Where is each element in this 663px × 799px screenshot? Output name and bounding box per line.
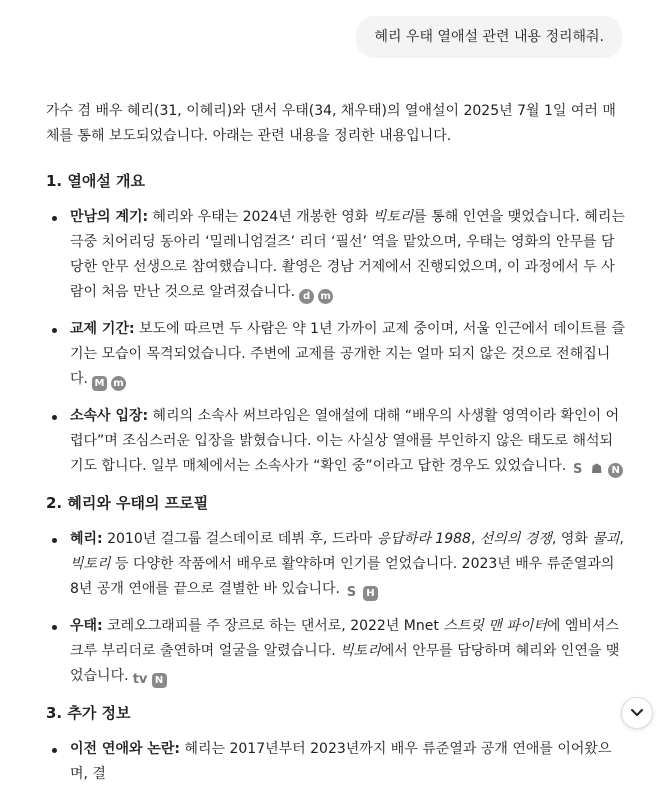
source-citation-icon[interactable]: S <box>573 462 583 477</box>
user-message-text: 혜리 우태 열애설 관련 내용 정리해줘. <box>374 29 604 45</box>
source-citation-icon[interactable]: H <box>363 586 378 601</box>
chevron-down-icon <box>630 707 644 719</box>
item-text: 에 엠비셔스 크루 부리더로 출연하며 얼굴을 알렸습니다. <box>70 618 619 659</box>
source-citation-icon[interactable]: m <box>111 376 126 391</box>
item-text: , <box>470 531 480 547</box>
section-title-additional: 3. 추가 정보 <box>46 704 131 722</box>
section-list-overview <box>46 205 626 479</box>
item-label: 이전 연애와 논란: <box>70 741 181 757</box>
scroll-down-button[interactable] <box>621 697 653 729</box>
section-title-profile: 2. 혜리와 우태의 프로필 <box>46 494 209 512</box>
item-text: 혜리의 소속사 써브라임은 열애설에 대해 “배우의 사생활 영역이라 확인이 어렵다”며 조심스러운 입장을 밝혔습니다. 이는 사실상 열애를 부인하지 않은 태도로 해석되기도 합니다. 일부 매체에서는 소속사가 “확인 중”이라고 답한 경우도 있었습니다. <box>70 408 620 474</box>
item-label: 교제 기간: <box>70 321 135 337</box>
list-item <box>46 737 626 787</box>
item-text: , 영화 <box>551 531 593 547</box>
item-emphasis: 선의의 경쟁 <box>479 531 552 547</box>
item-label: 만남의 계기: <box>70 209 149 225</box>
item-text: 혜리와 우태는 2024년 개봉한 영화 <box>148 209 373 225</box>
section-list-additional <box>46 737 626 787</box>
item-text: 에서 안무를 담당하며 혜리와 인연을 맺었습니다. <box>70 643 620 684</box>
source-citation-icon[interactable]: m <box>318 289 333 304</box>
item-emphasis: 응답하라 1988 <box>376 531 471 547</box>
item-text: 보도에 따르면 두 사람은 약 1년 가까이 교제 중이며, 서울 인근에서 데이트를 즐기는 모습이 목격되었습니다. 주변에 교제를 공개한 지는 얼마 되지 않은 것으로 전해집니다. <box>70 321 626 387</box>
item-text: 코레오그래피를 주 장르로 하는 댄서로, 2022년 Mnet <box>102 618 444 634</box>
item-label: 혜리: <box>70 531 103 547</box>
item-emphasis: 물괴 <box>592 531 620 547</box>
response-intro: 가수 겸 배우 혜리(31, 이혜리)와 댄서 우태(34, 채우태)의 열애설이 2025년 7월 1일 여러 매체를 통해 보도되었습니다. 아래는 관련 내용을 정리한 내용입니다. <box>46 103 616 144</box>
item-text: 2010년 걸그룹 걸스데이로 데뷔 후, 드라마 <box>102 531 377 547</box>
item-emphasis: 빅토리 <box>70 556 111 572</box>
list-item <box>46 614 626 689</box>
list-item <box>46 205 626 305</box>
item-text: , <box>619 531 624 547</box>
list-item <box>46 527 626 602</box>
list-item <box>46 404 626 479</box>
list-item <box>46 317 626 392</box>
item-text: 등 다양한 작품에서 배우로 활약하며 인기를 얻었습니다. 2023년 배우 류준열과의 8년 공개 연애를 끝으로 결별한 바 있습니다. <box>70 556 615 597</box>
source-citation-icon[interactable]: S <box>346 585 357 600</box>
item-label: 우태: <box>70 618 103 634</box>
source-citation-icon[interactable]: tv <box>132 672 148 687</box>
source-citation-icon[interactable]: M <box>92 376 107 391</box>
item-emphasis: 빅토리 <box>372 209 414 225</box>
section-list-profile <box>46 527 626 689</box>
section-title-overview: 1. 열애설 개요 <box>46 172 146 190</box>
item-text: 혜리는 2017년부터 2023년까지 배우 류준열과 공개 연애를 이어왔으며, 결 <box>70 741 612 782</box>
item-emphasis: 스트릿 맨 파이터 <box>443 618 547 634</box>
source-citation-icon[interactable]: N <box>608 463 623 478</box>
source-citation-icon[interactable]: N <box>152 673 167 688</box>
assistant-response <box>46 99 626 799</box>
item-emphasis: 빅토리 <box>340 643 381 659</box>
source-citation-icon[interactable]: d <box>299 289 314 304</box>
user-message-bubble <box>356 16 622 58</box>
source-citation-icon[interactable]: ☗ <box>590 462 603 477</box>
item-label: 소속사 입장: <box>70 408 149 424</box>
item-text: 를 통해 인연을 맺었습니다. 혜리는 극중 치어리딩 동아리 ‘밀레니엄걸즈’ 리더 ‘필선’ 역을 맡았으며, 우태는 영화의 안무를 담당한 안무 선생으로 참여했습니다. 촬영은 경남 거제에서 진행되었으며, 이 과정에서 두 사람이 처음 만난 것으로 알려졌습니다. <box>70 209 625 300</box>
